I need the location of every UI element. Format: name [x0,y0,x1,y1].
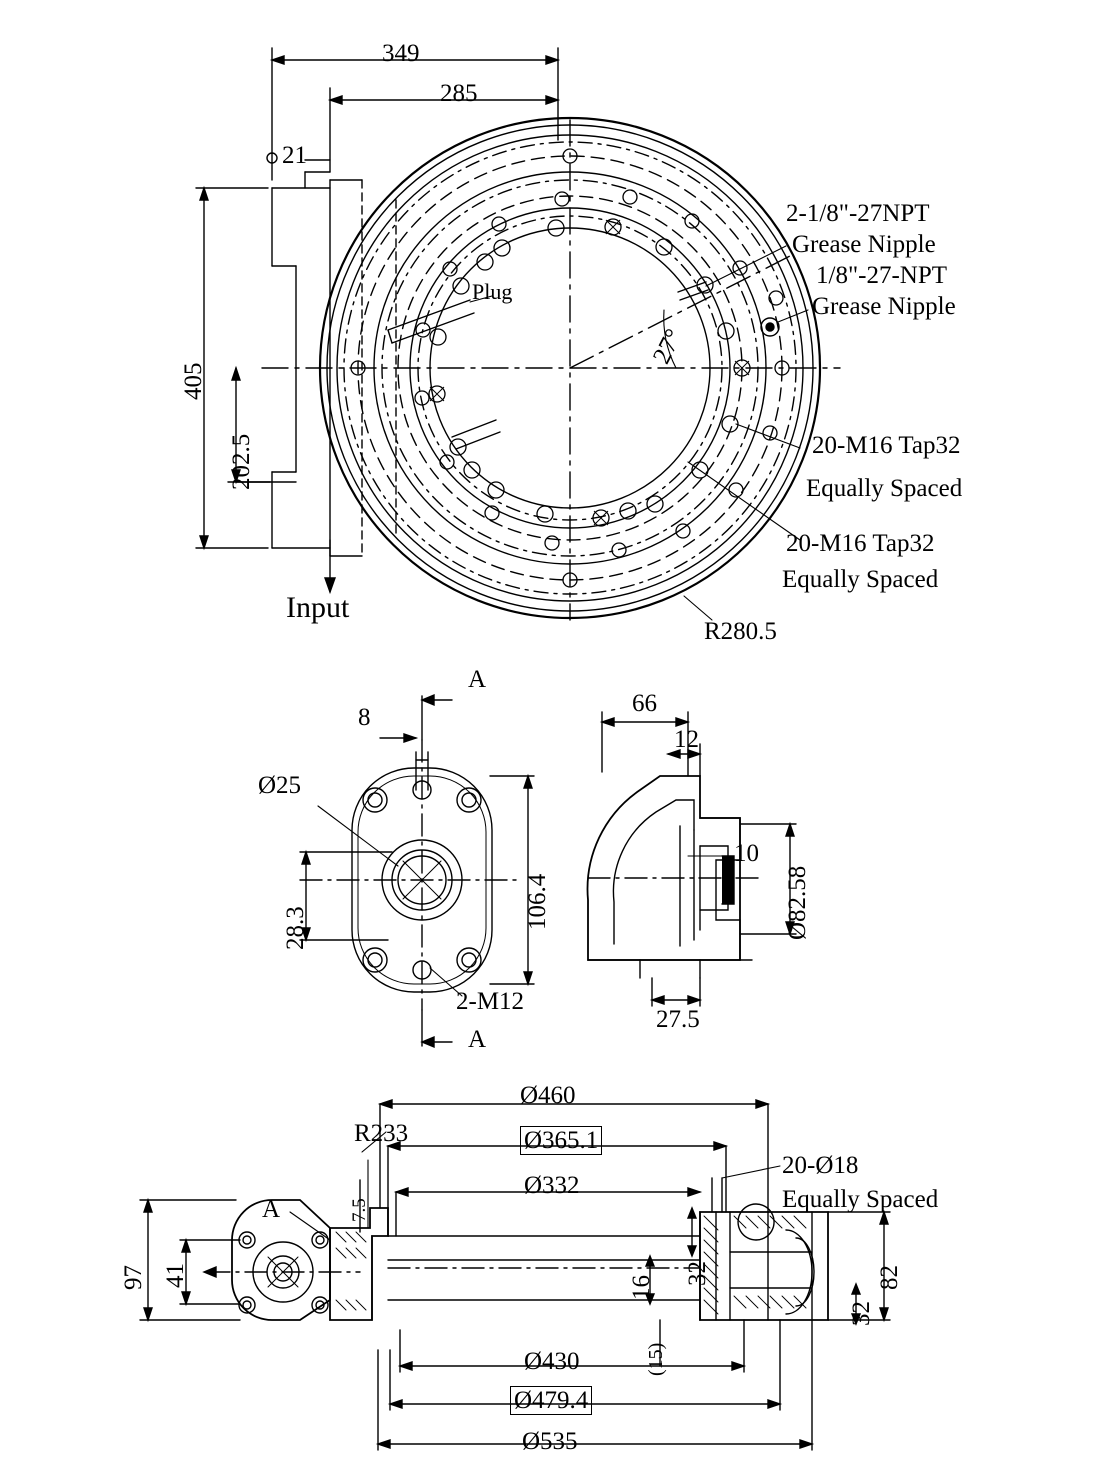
note-1-grease-nipple-text: Grease Nipple [812,293,956,320]
dimension-8: 8 [358,704,371,731]
note-tap-upper: 20-M16 Tap32 [812,432,961,459]
input-label: Input [286,591,350,624]
dimension-d82-58: Ø82.58 [784,865,811,940]
dimension-d460: Ø460 [520,1082,576,1109]
dimension-349: 349 [382,40,420,67]
note-tap-lower-spacing: Equally Spaced [782,566,939,593]
dimension-d332: Ø332 [524,1172,580,1199]
dimension-d25: Ø25 [258,772,302,799]
dimension-r233: R233 [354,1120,409,1147]
section-mark-a-bottom: A [468,1026,487,1053]
note-tap-lower: 20-M16 Tap32 [786,530,935,557]
dimension-41: 41 [162,1263,189,1288]
dimension-285: 285 [440,80,478,107]
note-2-grease-nipple-text: Grease Nipple [792,231,936,258]
dimension-d479-4: Ø479.4 [510,1386,592,1415]
dimension-12: 12 [674,726,699,753]
dimension-d430: Ø430 [524,1348,580,1375]
note-tap-upper-spacing: Equally Spaced [806,475,963,502]
note-1-grease-nipple-npt: 1/8"-27-NPT [816,262,948,289]
dimension-16: 16 [628,1275,655,1300]
dimension-405: 405 [180,362,207,400]
dimension-15: (15) [645,1342,667,1376]
dimension-202-5: 202.5 [228,433,255,490]
section-mark-a-bottom-view: A [262,1196,281,1223]
dimension-7-5: 7.5 [349,1198,370,1222]
dimension-d365-1: Ø365.1 [520,1126,602,1155]
dimension-106-4: 106.4 [524,873,551,930]
dimension-28-3: 28.3 [282,906,309,950]
note-20-holes-spacing: Equally Spaced [782,1186,939,1213]
dimension-32-right: 32 [848,1301,875,1326]
angle-27-degrees: 27° [648,324,688,369]
note-2-m12: 2-M12 [456,988,525,1015]
dimension-82: 82 [876,1265,903,1290]
plug-label: Plug [472,279,513,304]
dimension-10: 10 [734,840,759,867]
dimension-66: 66 [632,690,657,717]
note-20-holes: 20-Ø18 [782,1152,859,1179]
dimension-d535: Ø535 [522,1428,578,1455]
radius-r280-5: R280.5 [704,618,777,645]
section-mark-a-top: A [468,666,487,693]
dimension-32-top: 32 [684,1261,711,1286]
dimension-21: 21 [282,142,307,169]
dimension-27-5: 27.5 [656,1006,700,1033]
dimension-97: 97 [120,1265,147,1290]
note-2-grease-nipple-npt: 2-1/8"-27NPT [786,200,930,227]
